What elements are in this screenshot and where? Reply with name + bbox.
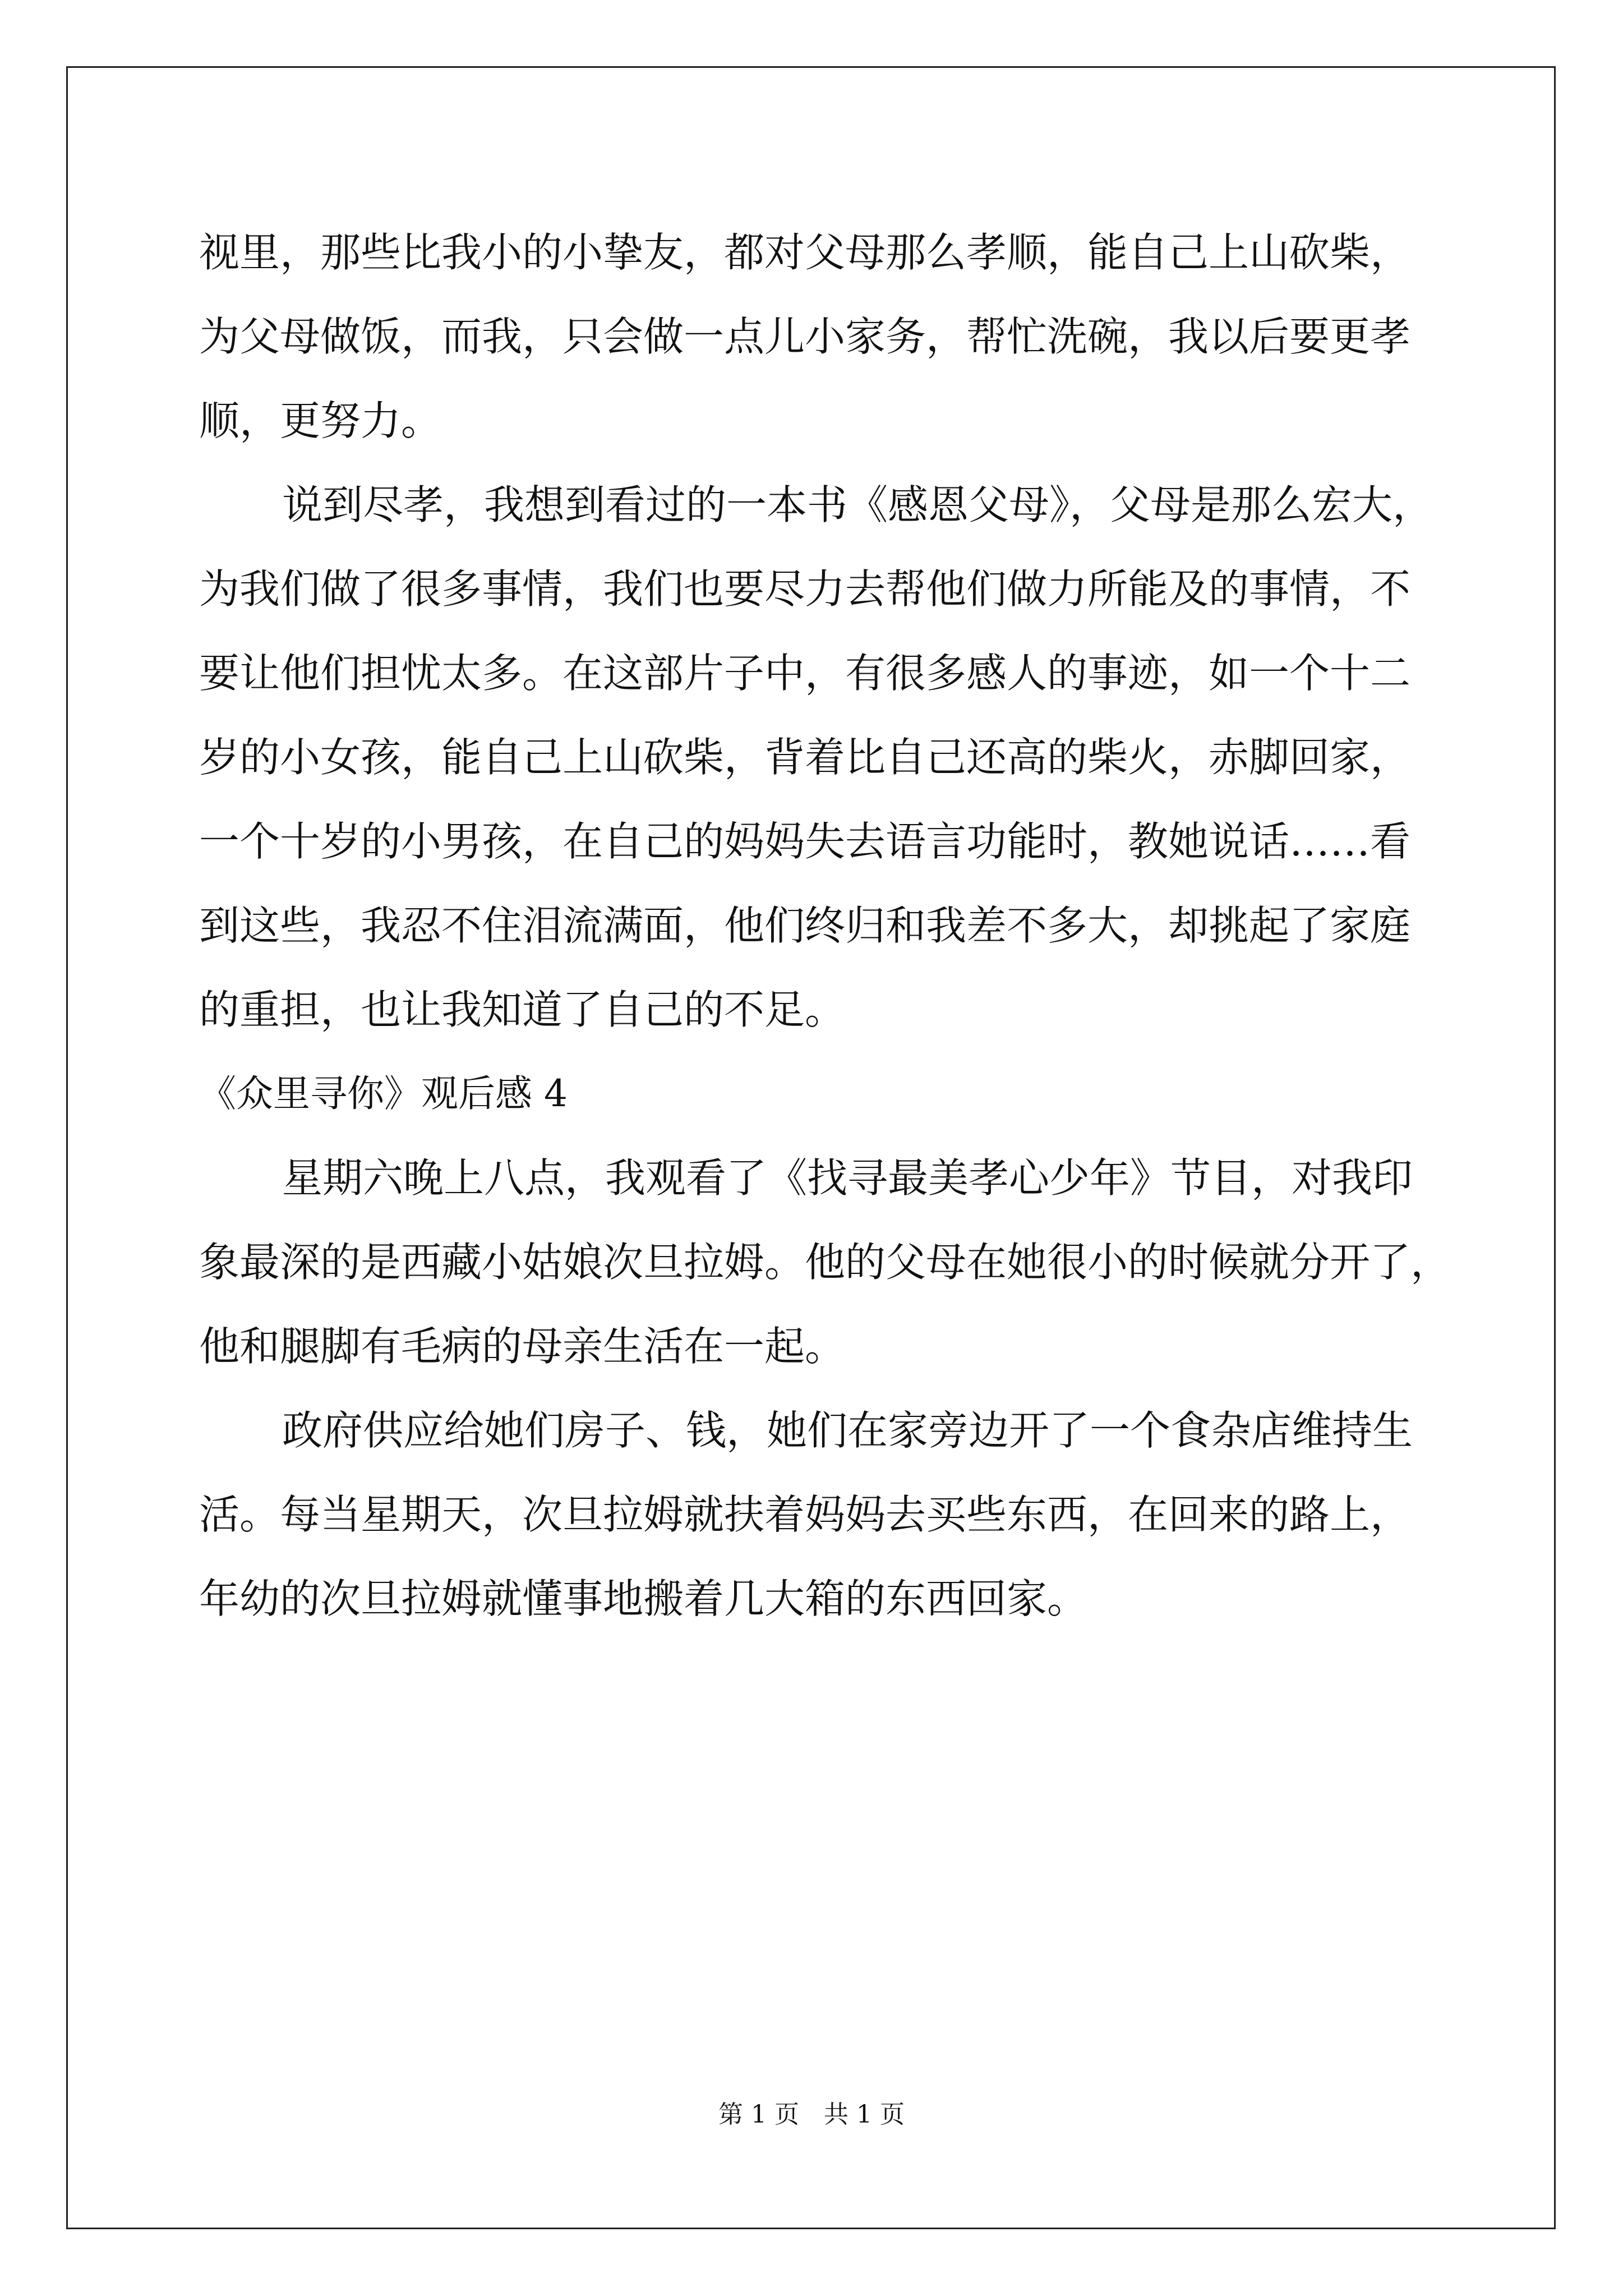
text-line: 活。每当星期天，次旦拉姆就扶着妈妈去买些东西，在回来的路上， <box>199 1491 1411 1538</box>
paragraph-start-line: 星期六晚上八点，我观看了《找寻最美孝心少年》节目，对我印 <box>282 1154 1413 1202</box>
text-line: 一个十岁的小男孩，在自己的妈妈失去语言功能时，教她说话……看 <box>199 818 1411 865</box>
text-line: 他和腿脚有毛病的母亲生活在一起。 <box>199 1323 846 1370</box>
text-line: 为我们做了很多事情，我们也要尽力去帮他们做力所能及的事情，不 <box>199 565 1411 613</box>
text-line: 要让他们担忧太多。在这部片子中，有很多感人的事迹，如一个十二 <box>199 650 1411 697</box>
text-line: 岁的小女孩，能自己上山砍柴，背着比自己还高的柴火，赤脚回家， <box>199 734 1411 781</box>
paragraph-start-line: 说到尽孝，我想到看过的一本书《感恩父母》，父母是那么宏大， <box>282 481 1433 528</box>
text-line: 顺，更努力。 <box>199 397 442 444</box>
section-heading: 《众里寻你》观后感 4 <box>199 1072 568 1115</box>
text-line: 年幼的次旦拉姆就懂事地搬着几大箱的东西回家。 <box>199 1575 1088 1622</box>
text-line: 视里，那些比我小的小挚友，都对父母那么孝顺，能自己上山砍柴， <box>199 229 1411 276</box>
document-body <box>199 210 1451 1641</box>
paragraph-start-line: 政府供应给她们房子、钱，她们在家旁边开了一个食杂店维持生 <box>282 1407 1413 1454</box>
text-line: 为父母做饭，而我，只会做一点儿小家务，帮忙洗碗，我以后要更孝 <box>199 313 1411 360</box>
text-line: 的重担，也让我知道了自己的不足。 <box>199 986 846 1033</box>
text-line: 到这些，我忍不住泪流满面，他们终归和我差不多大，却挑起了家庭 <box>199 902 1411 949</box>
text-line: 象最深的是西藏小姑娘次旦拉姆。他的父母在她很小的时候就分开了， <box>199 1239 1451 1286</box>
page-footer: 第 1 页 共 1 页 <box>718 2100 905 2129</box>
